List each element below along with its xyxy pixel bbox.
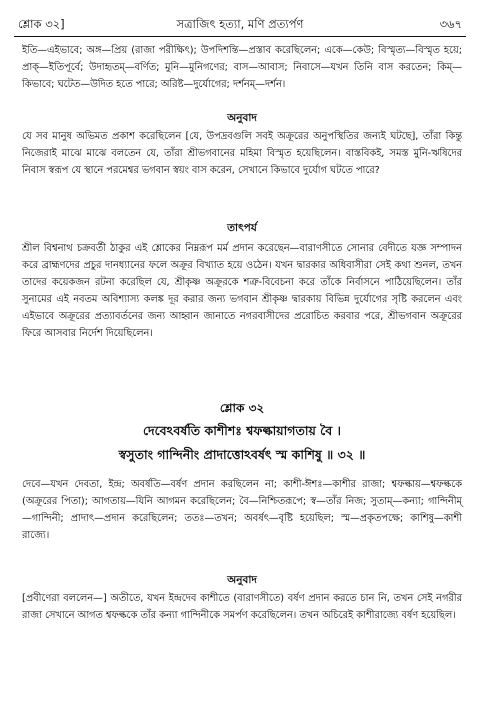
translation-heading-2: অনুবাদ bbox=[227, 574, 257, 586]
book-page bbox=[14, 14, 466, 714]
translation-text-2: [প্রবীণেরা বললেন—] অতীতে, যখন ইন্দ্রদেব কাশীতে (বারাণসীতে) বর্ষণ প্রদান করতে চান নি, তখন সেই নগরীর রাজা সেখানে আগত শ্বফল্ককে তাঁর কন্যা গান্দিনীকে সমর্পণ করেছিলেন। তখন অচিরেই কাশীরাজ্যে বর্ষণ হয়েছিল। bbox=[22, 593, 462, 621]
running-header bbox=[14, 14, 466, 37]
header-chapter-title: সত্রাজিৎ হত্যা, মণি প্রত্যর্পণ bbox=[176, 17, 304, 31]
sloka-line-1: দেবেঽবর্ষতি কাশীশঃ শ্বফল্কায়াগতায় বৈ । bbox=[142, 423, 342, 438]
translation-heading: অনুবাদ bbox=[227, 112, 257, 124]
purport-heading: তাৎপর্য bbox=[227, 222, 257, 234]
header-verse-ref: শ্লোক ৩২] bbox=[18, 17, 65, 31]
header-page-number: ৩৬৭ bbox=[439, 17, 462, 31]
sloka-heading: শ্লোক ৩২ bbox=[219, 401, 265, 415]
sloka-line-2: স্বসুতাং গান্দিনীং প্রাদাত্তোঽবর্ষৎ স্ম কাশিষু ॥ ৩২ ॥ bbox=[118, 447, 366, 462]
word-meanings-bottom: দেবে—যখন দেবতা, ইন্দ্র; অবর্ষতি—বর্ষণ প্রদান করছিলেন না; কাশী-ঈশঃ—কাশীর রাজা; শ্বফল্কায়—শ্বফল্ককে (অক্রূরের পিতা); আগতায়—যিনি আগমন করেছিলেন; বৈ—নিশ্চিতরূপে; স্ব—তাঁর নিজ; সুতাম্—কন্যা; গান্দিনীম্—গান্দিনী; প্রাদাৎ—প্রদান করেছিলেন; ততঃ—তখন; অবর্ষৎ—বৃষ্টি হয়েছিল; স্ম—প্রকৃতপক্ষে; কাশিষু—কাশী রাজ্যে। bbox=[22, 479, 462, 541]
purport-text: শ্রীল বিশ্বনাথ চক্রবর্তী ঠাকুর এই শ্লোকের নিম্নরূপ মর্ম প্রদান করেছেন—বারাণসীতে সোনার বেদীতে যজ্ঞ সম্পাদন করে ব্রাহ্মণদের প্রচুর দানধ্যানের ফলে অক্রূর বিখ্যাত হয়ে ওঠেন। যখন দ্বারকার অধিবাসীরা সেই কথা শুনল, তখন তাদের কয়েকজন রটনা করেছিল যে, শ্রীকৃষ্ণ অক্রূরকে শত্রু-বিবেচনা করে তাঁকে নির্বাসনে পাঠিয়েছিলেন। তাঁর সুনামের এই নবতম অবিশ্যাস্য কলঙ্ক দূর করার জন্য ভগবান শ্রীকৃষ্ণ দ্বারকায় বিভিন্ন দুর্যোগের সৃষ্টি করলেন এবং এইভাবে অক্রূরের প্রত্যাবর্তনের জন্য আহ্বান জানাতে নগরবাসীদের প্ররোচিত করবার পরে, শ্রীভগবান অক্রূরের ফিরে আসবার নির্দেশ দিয়েছিলেন। bbox=[22, 243, 462, 339]
translation-text: যে সব মানুষ অভিমত প্রকাশ করেছিলেন [যে, উপদ্রবগুলি সবই অক্রূরের অনুপস্থিতির জন্যই ঘটছে], তাঁরা কিন্তু নিজেরাই মাঝে মাঝে বলতেন যে, তাঁরা শ্রীভগবানের মহিমা বিস্মৃত হয়েছিলেন। বাস্তবিকই, সমস্ত মুনি-ঋষিদের নিবাস স্বরূপ যে স্থানে পরমেশ্বর ভগবান স্বয়ং বাস করেন, সেখানে কিভাবে দুর্যোগ ঘটতে পারে? bbox=[22, 131, 462, 176]
word-meanings-top: ইতি—এইভাবে; অঙ্গ—প্রিয় (রাজা পরীক্ষিৎ); উপদিশন্তি—প্রস্তাব করেছিলেন; একে—কেউ; বিস্মৃত্য—বিস্মৃত হয়ে; প্রাক্—ইতিপূর্বে; উদাহৃতম্—বর্ণিত; মুনি—মুনিগণের; বাস—আবাস; নিবাসে—যখন তিনি বাস করতেন; কিম্—কিভাবে; ঘটেত—উদিত হতে পারে; অরিষ্ট—দুর্যোগের; দর্শনম্—দর্শন। bbox=[22, 45, 462, 90]
